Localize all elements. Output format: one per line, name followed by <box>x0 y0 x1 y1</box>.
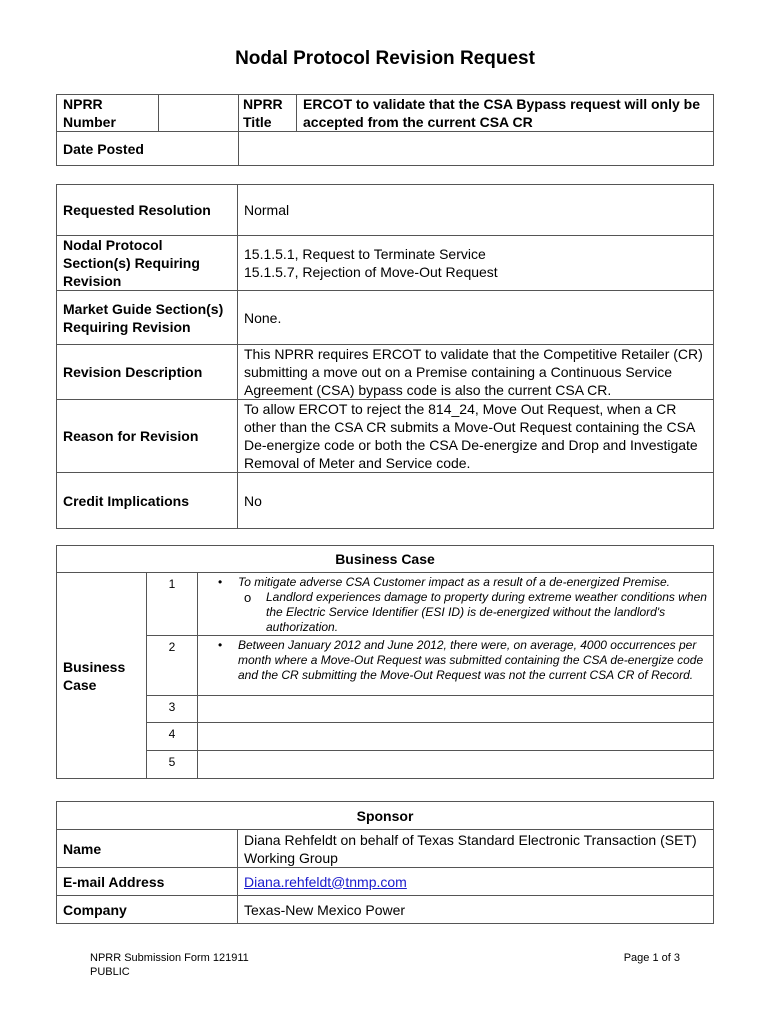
date-posted-value <box>239 132 714 166</box>
nprr-title-value: ERCOT to validate that the CSA Bypass request will only be accepted from the current CSA CR <box>297 95 714 132</box>
protocol-sections-value <box>238 236 714 291</box>
business-case-side-label: Business Case <box>57 573 147 779</box>
bullet-icon: • <box>218 638 223 652</box>
reason-for-revision-value: To allow ERCOT to reject the 814_24, Move Out Request, when a CR other than the CSA CR submits a Move-Out Request containing the CSA De-energize code or both the CSA De-energize and Drop and Investigate Removal of Meter and Service code. <box>238 400 714 473</box>
sponsor-table <box>56 801 714 924</box>
business-case-row-number: 2 <box>147 636 198 696</box>
sponsor-company-value: Texas-New Mexico Power <box>238 896 714 924</box>
document-title: Nodal Protocol Revision Request <box>235 48 535 69</box>
protocol-section-2: 15.1.5.7, Rejection of Move-Out Request <box>244 264 498 280</box>
date-posted-label: Date Posted <box>57 132 239 166</box>
business-case-heading: Business Case <box>57 546 714 573</box>
nprr-title-label: NPRR Title <box>239 95 297 132</box>
business-case-bullet: To mitigate adverse CSA Customer impact as a result of a de-energized Premise. <box>238 575 670 589</box>
market-guide-label: Market Guide Section(s) Requiring Revision <box>57 291 238 345</box>
footer-page-number: Page 1 of 3 <box>623 952 680 964</box>
business-case-bullet: Between January 2012 and June 2012, there were, on average, 4000 occurrences per month where a Move-Out Request was submitted containing the CSA de-energize code and the CR submitting the Move-Out Request was not the current CSA CR of Record. <box>238 638 704 682</box>
sponsor-name-label: Name <box>57 830 238 868</box>
sponsor-email-label: E-mail Address <box>57 868 238 896</box>
credit-implications-label: Credit Implications <box>57 473 238 529</box>
business-case-row-number: 3 <box>147 696 198 723</box>
sponsor-heading: Sponsor <box>57 802 714 830</box>
sponsor-email-link[interactable]: Diana.rehfeldt@tnmp.com <box>244 873 407 890</box>
credit-implications-value: No <box>238 473 714 529</box>
business-case-row-content <box>198 573 714 636</box>
nprr-header-table <box>56 94 714 166</box>
revision-description-label: Revision Description <box>57 345 238 400</box>
business-case-row-number: 4 <box>147 723 198 751</box>
market-guide-value: None. <box>238 291 714 345</box>
bullet-icon: • <box>218 575 223 589</box>
business-case-row-content <box>198 636 714 696</box>
requested-resolution-label: Requested Resolution <box>57 185 238 236</box>
business-case-row-number: 5 <box>147 751 198 779</box>
nprr-number-value <box>159 95 239 132</box>
revision-description-value: This NPRR requires ERCOT to validate that the Competitive Retailer (CR) submitting a move out on a Premise containing a Continuous Service Agreement (CSA) bypass code is also the current CSA CR. <box>238 345 714 400</box>
footer-form-name: NPRR Submission Form 121911 <box>90 952 249 964</box>
circle-bullet-icon: o <box>244 590 252 605</box>
sponsor-company-label: Company <box>57 896 238 924</box>
sponsor-name-value: Diana Rehfeldt on behalf of Texas Standard Electronic Transaction (SET) Working Group <box>238 830 714 868</box>
protocol-sections-label: Nodal Protocol Section(s) Requiring Revision <box>57 236 238 291</box>
business-case-table <box>56 545 714 779</box>
details-table <box>56 184 714 529</box>
protocol-section-1: 15.1.5.1, Request to Terminate Service <box>244 246 486 262</box>
business-case-sub-bullet: Landlord experiences damage to property during extreme weather conditions when the Electric Service Identifier (ESI ID) is de-energized without the landlord's authorization. <box>266 590 707 634</box>
footer-left <box>90 951 249 979</box>
nprr-number-label: NPRR Number <box>57 95 159 132</box>
requested-resolution-value: Normal <box>238 185 714 236</box>
business-case-row-content <box>198 751 714 779</box>
business-case-row-content <box>198 723 714 751</box>
business-case-row-number: 1 <box>147 573 198 636</box>
footer-classification: PUBLIC <box>90 966 130 978</box>
business-case-row-content <box>198 696 714 723</box>
reason-for-revision-label: Reason for Revision <box>57 400 238 473</box>
